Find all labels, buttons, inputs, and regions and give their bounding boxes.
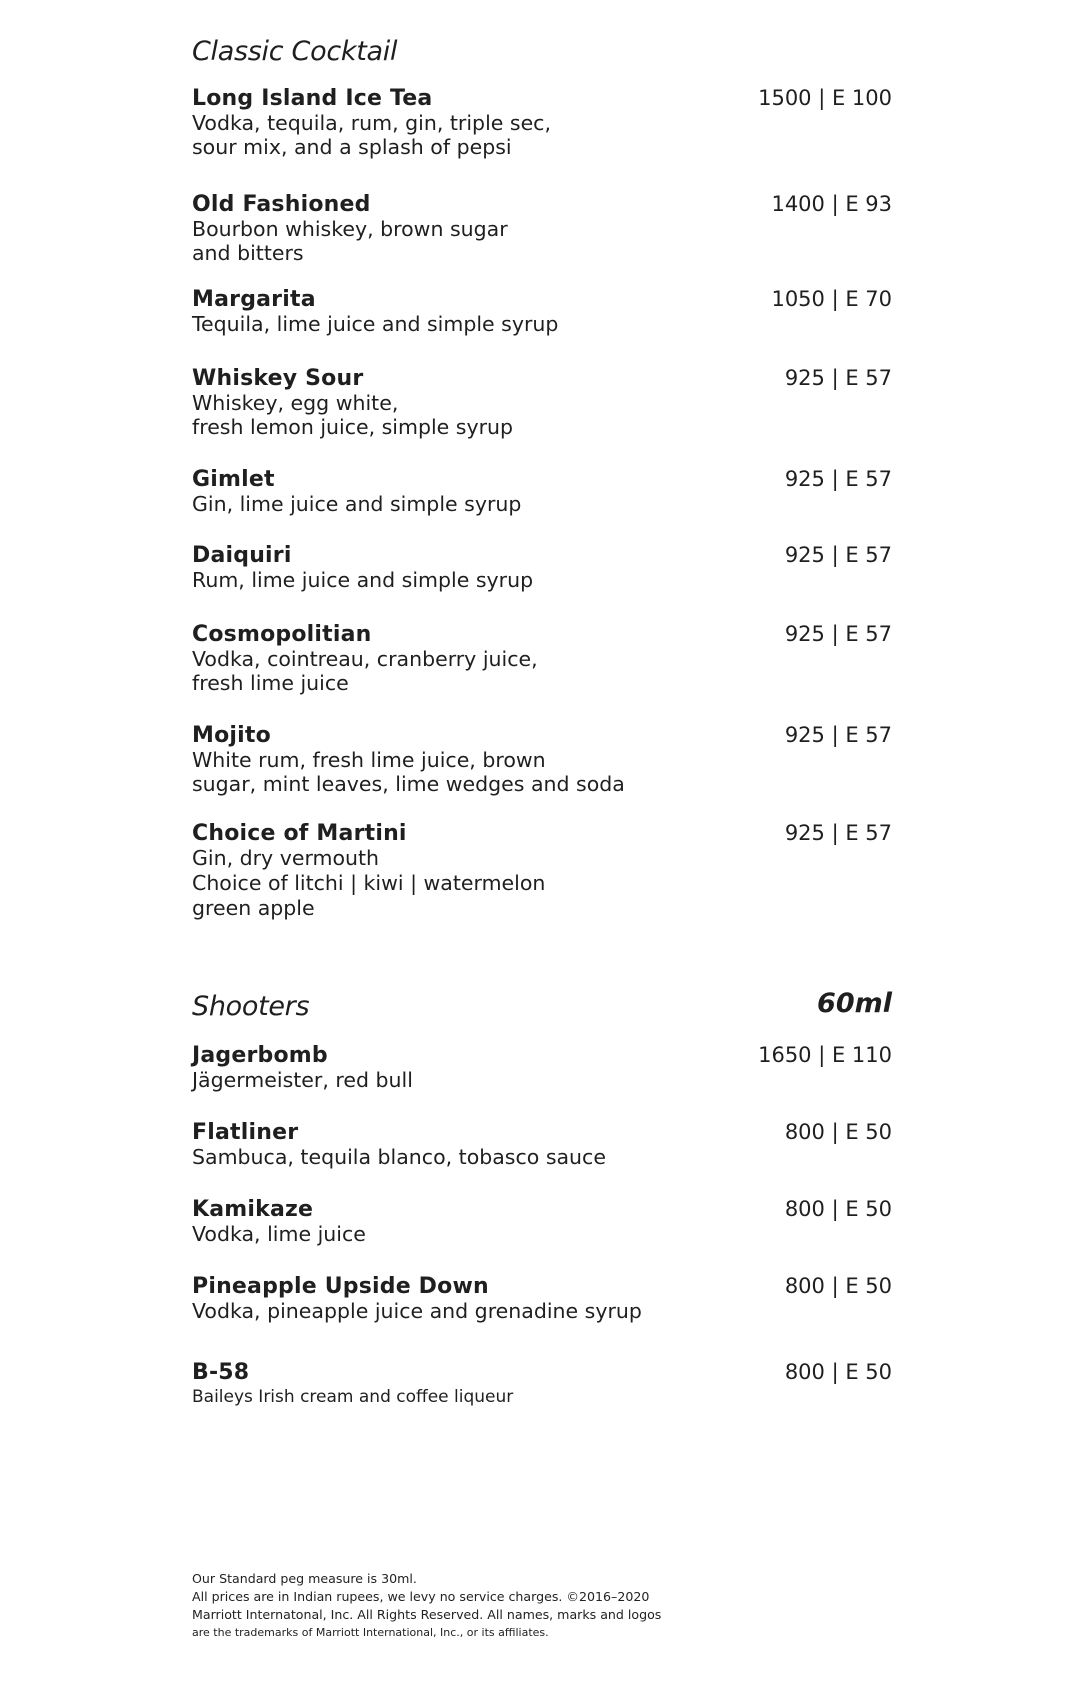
item-description: Vodka, tequila, rum, gin, triple sec, sour mix, and a splash of pepsi xyxy=(192,111,551,159)
item-price: 925 | E 57 xyxy=(784,622,892,646)
section-title-shooters: Shooters xyxy=(192,991,310,1022)
item-name: Whiskey Sour xyxy=(192,366,364,391)
item-price: 800 | E 50 xyxy=(784,1360,892,1384)
item-description: Tequila, lime juice and simple syrup xyxy=(192,312,559,336)
item-price: 1050 | E 70 xyxy=(771,287,892,311)
item-name: B-58 xyxy=(192,1360,250,1385)
item-name: Flatliner xyxy=(192,1120,299,1145)
footer-disclaimer xyxy=(192,1570,752,1642)
menu-item xyxy=(192,192,892,265)
item-price: 925 | E 57 xyxy=(784,366,892,390)
item-description: Gin, dry vermouth Choice of litchi | kiwi | watermelon green apple xyxy=(192,846,546,920)
item-price: 925 | E 57 xyxy=(784,467,892,491)
item-description: Baileys Irish cream and coffee liqueur xyxy=(192,1387,514,1407)
item-name: Cosmopolitian xyxy=(192,622,372,647)
footer-trademarks: are the trademarks of Marriott International, Inc., or its affiliates. xyxy=(192,1626,549,1639)
item-description: Vodka, cointreau, cranberry juice, fresh lime juice xyxy=(192,647,538,695)
item-price: 1400 | E 93 xyxy=(771,192,892,216)
item-description: Sambuca, tequila blanco, tobasco sauce xyxy=(192,1145,606,1169)
item-price: 925 | E 57 xyxy=(784,821,892,845)
item-description: Jägermeister, red bull xyxy=(192,1068,413,1092)
item-name: Kamikaze xyxy=(192,1197,314,1222)
item-description: White rum, fresh lime juice, brown sugar, mint leaves, lime wedges and soda xyxy=(192,748,625,796)
item-name: Margarita xyxy=(192,287,316,312)
item-description: Rum, lime juice and simple syrup xyxy=(192,568,534,592)
item-price: 1650 | E 110 xyxy=(758,1043,892,1067)
menu-item xyxy=(192,1043,892,1092)
item-price: 800 | E 50 xyxy=(784,1120,892,1144)
menu-item xyxy=(192,1197,892,1246)
item-name: Old Fashioned xyxy=(192,192,371,217)
menu-item xyxy=(192,543,892,592)
menu-item xyxy=(192,467,892,516)
menu-item xyxy=(192,1274,892,1323)
menu-item xyxy=(192,287,892,336)
footer-prices-note: All prices are in Indian rupees, we levy no service charges. ©2016–2020 xyxy=(192,1589,650,1604)
item-name: Choice of Martini xyxy=(192,821,407,846)
item-price: 800 | E 50 xyxy=(784,1197,892,1221)
menu-item xyxy=(192,86,892,159)
item-price: 1500 | E 100 xyxy=(758,86,892,110)
item-price: 800 | E 50 xyxy=(784,1274,892,1298)
item-name: Daiquiri xyxy=(192,543,292,568)
item-description: Gin, lime juice and simple syrup xyxy=(192,492,522,516)
item-name: Gimlet xyxy=(192,467,275,492)
menu-item xyxy=(192,1360,892,1409)
item-description: Whiskey, egg white, fresh lemon juice, simple syrup xyxy=(192,391,514,439)
section-title-classic-cocktail: Classic Cocktail xyxy=(192,36,398,67)
item-price: 925 | E 57 xyxy=(784,543,892,567)
item-price: 925 | E 57 xyxy=(784,723,892,747)
menu-item xyxy=(192,821,892,921)
item-name: Jagerbomb xyxy=(192,1043,328,1068)
item-name: Mojito xyxy=(192,723,271,748)
shooters-measure-label: 60ml xyxy=(817,988,892,1019)
menu-item xyxy=(192,622,892,695)
item-name: Pineapple Upside Down xyxy=(192,1274,489,1299)
menu-item xyxy=(192,723,892,796)
menu-item xyxy=(192,366,892,439)
menu-item xyxy=(192,1120,892,1169)
item-description: Bourbon whiskey, brown sugar and bitters xyxy=(192,217,508,265)
item-description: Vodka, pineapple juice and grenadine syrup xyxy=(192,1299,642,1323)
item-name: Long Island Ice Tea xyxy=(192,86,433,111)
footer-copyright: Marriott Internatonal, Inc. All Rights Reserved. All names, marks and logos xyxy=(192,1607,662,1622)
footer-peg-measure: Our Standard peg measure is 30ml. xyxy=(192,1571,417,1586)
item-description: Vodka, lime juice xyxy=(192,1222,366,1246)
